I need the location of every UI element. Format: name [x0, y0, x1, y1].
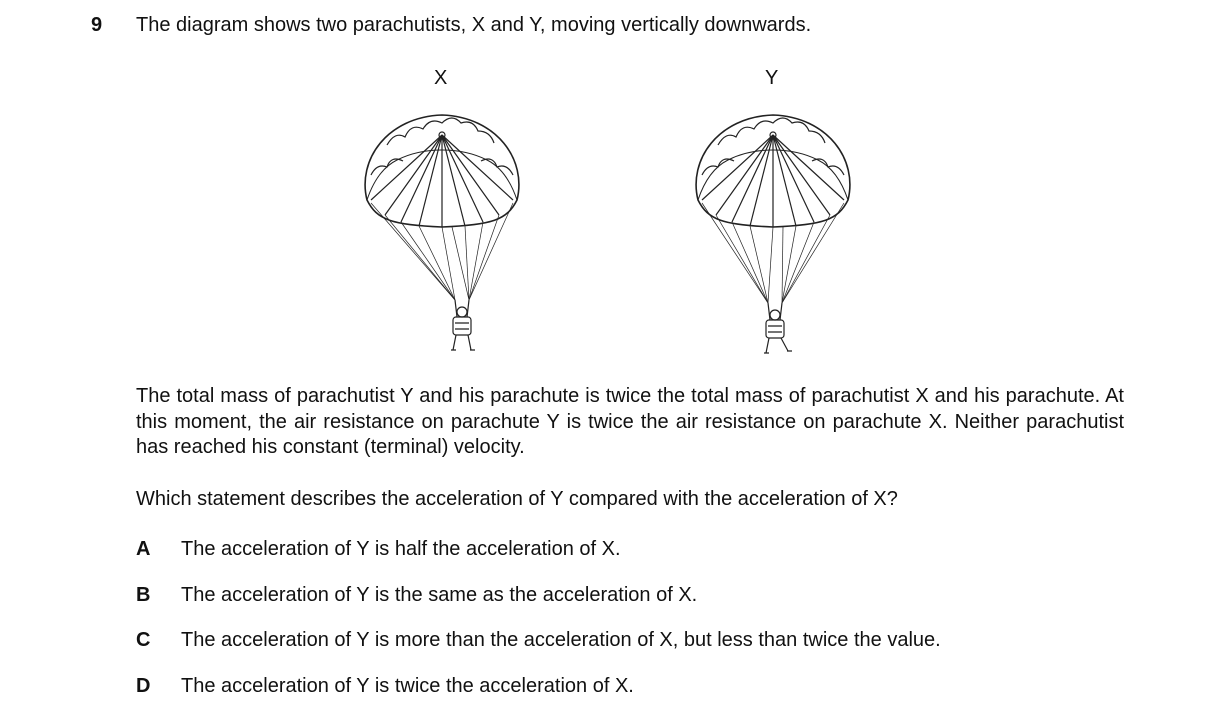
- question-paragraph: The total mass of parachutist Y and his parachute is twice the total mass of parachutist X and his parachute. At this moment, the air resistance on parachute Y is twice the air resistance on parachute X. Neither parachutist has reached his constant (terminal) velocity.: [136, 385, 1124, 458]
- label-y: Y: [765, 67, 779, 89]
- label-x: X: [434, 67, 448, 89]
- question-stem: The diagram shows two parachutists, X and Y, moving vertically downwards.: [136, 14, 812, 36]
- question-prompt: Which statement describes the acceleration of Y compared with the acceleration of X?: [136, 488, 898, 510]
- option-letter: D: [136, 675, 151, 697]
- parachutist-y-icon: [688, 105, 858, 355]
- option-text: The acceleration of Y is the same as the acceleration of X.: [181, 584, 698, 606]
- question-number: 9: [91, 14, 103, 36]
- option-letter: C: [136, 629, 151, 651]
- option-text: The acceleration of Y is more than the acceleration of X, but less than twice the value.: [181, 629, 941, 651]
- option-text: The acceleration of Y is half the acceleration of X.: [181, 538, 621, 560]
- option-letter: B: [136, 584, 151, 606]
- parachutist-x-icon: [357, 105, 527, 355]
- option-text: The acceleration of Y is twice the acceleration of X.: [181, 675, 634, 697]
- option-letter: A: [136, 538, 151, 560]
